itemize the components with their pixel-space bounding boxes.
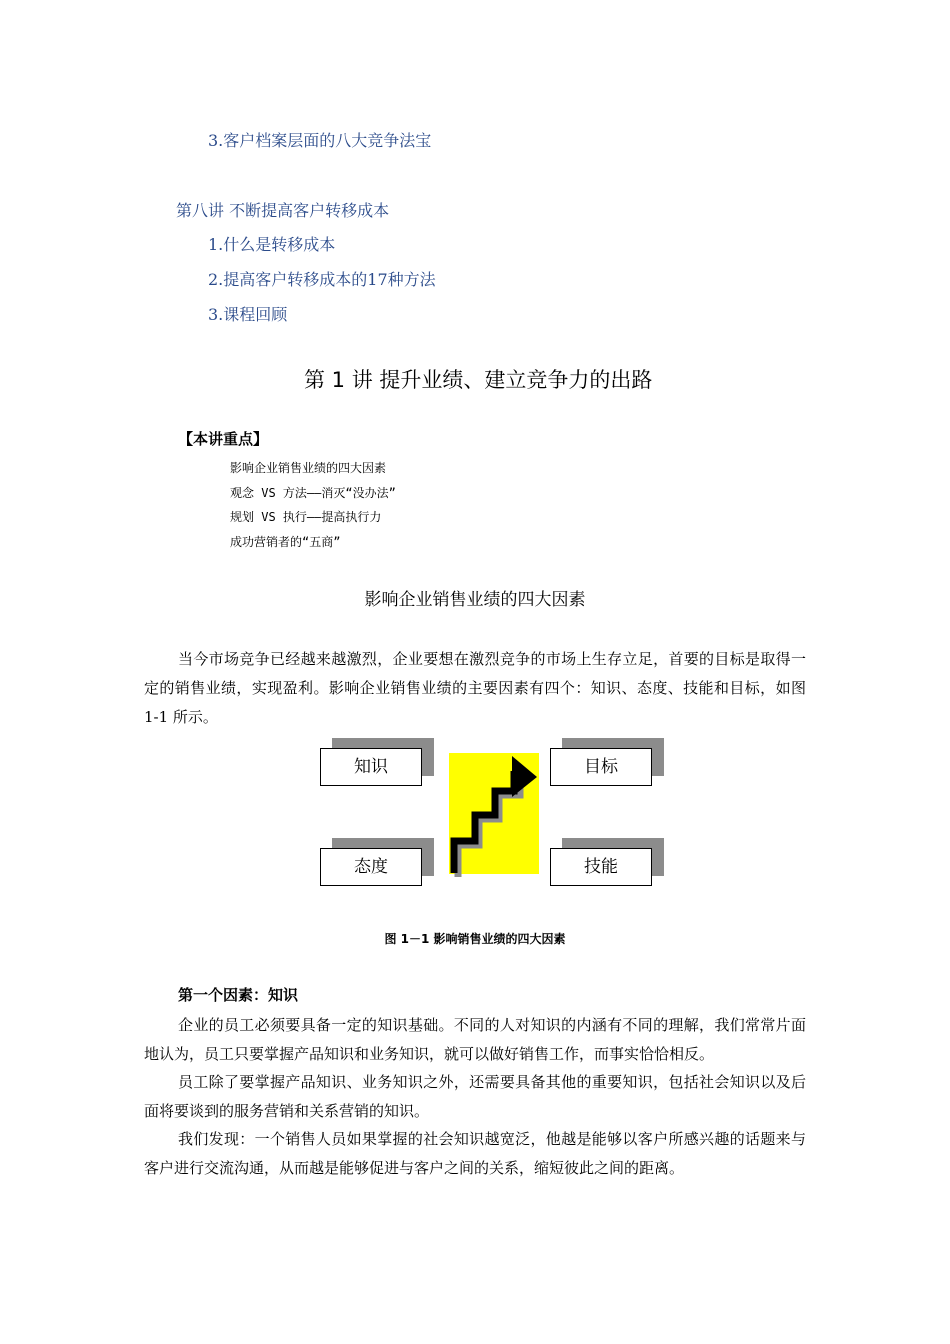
intro-paragraph: 当今市场竞争已经越来越激烈，企业要想在激烈竞争的市场上生存立足，首要的目标是取得一定的销售业绩，实现盈利。影响企业销售业绩的主要因素有四个：知识、态度、技能和目标，如图 1-1 所示。	[144, 650, 806, 726]
factor-paragraph: 企业的员工必须要具备一定的知识基础。不同的人对知识的内涵有不同的理解，我们常常片面地认为，员工只要掌握产品知识和业务知识，就可以做好销售工作，而事实恰恰相反。	[144, 1016, 806, 1063]
factor-paragraph: 我们发现：一个销售人员如果掌握的社会知识越宽泛，他越是能够以客户所感兴趣的话题来与客户进行交流沟通，从而越是能够促进与客户之间的关系，缩短彼此之间的距离。	[144, 1130, 806, 1177]
figure-caption: 图 1－1 影响销售业绩的四大因素	[384, 932, 566, 946]
toc-item-1: 1.什么是转移成本	[208, 235, 336, 254]
four-factors-figure	[320, 738, 664, 890]
toc-item-prev: 3.客户档案层面的八大竞争法宝	[208, 131, 432, 150]
box-knowledge: 知识	[320, 748, 422, 786]
focus-item: 观念 VS 方法——消灭“没办法”	[230, 486, 396, 500]
toc-lecture-8-title: 第八讲 不断提高客户转移成本	[176, 201, 390, 220]
focus-heading: 【本讲重点】	[178, 430, 269, 448]
factor-paragraph: 员工除了要掌握产品知识、业务知识之外，还需要具备其他的重要知识，包括社会知识以及后面将要谈到的服务营销和关系营销的知识。	[144, 1073, 806, 1120]
focus-item: 成功营销者的“五商”	[230, 535, 341, 549]
factor-heading: 第一个因素：知识	[178, 986, 299, 1004]
focus-item: 影响企业销售业绩的四大因素	[230, 461, 387, 475]
focus-item: 规划 VS 执行——提高执行力	[230, 510, 382, 524]
lecture-title: 第 1 讲 提升业绩、建立竞争力的出路	[304, 368, 653, 392]
toc-item-2: 2.提高客户转移成本的17种方法	[208, 270, 436, 289]
box-goal: 目标	[550, 748, 652, 786]
staircase-arrow-icon	[448, 753, 542, 877]
section-title: 影响企业销售业绩的四大因素	[364, 590, 586, 610]
box-skill: 技能	[550, 848, 652, 886]
box-attitude: 态度	[320, 848, 422, 886]
toc-item-3: 3.课程回顾	[208, 305, 288, 324]
